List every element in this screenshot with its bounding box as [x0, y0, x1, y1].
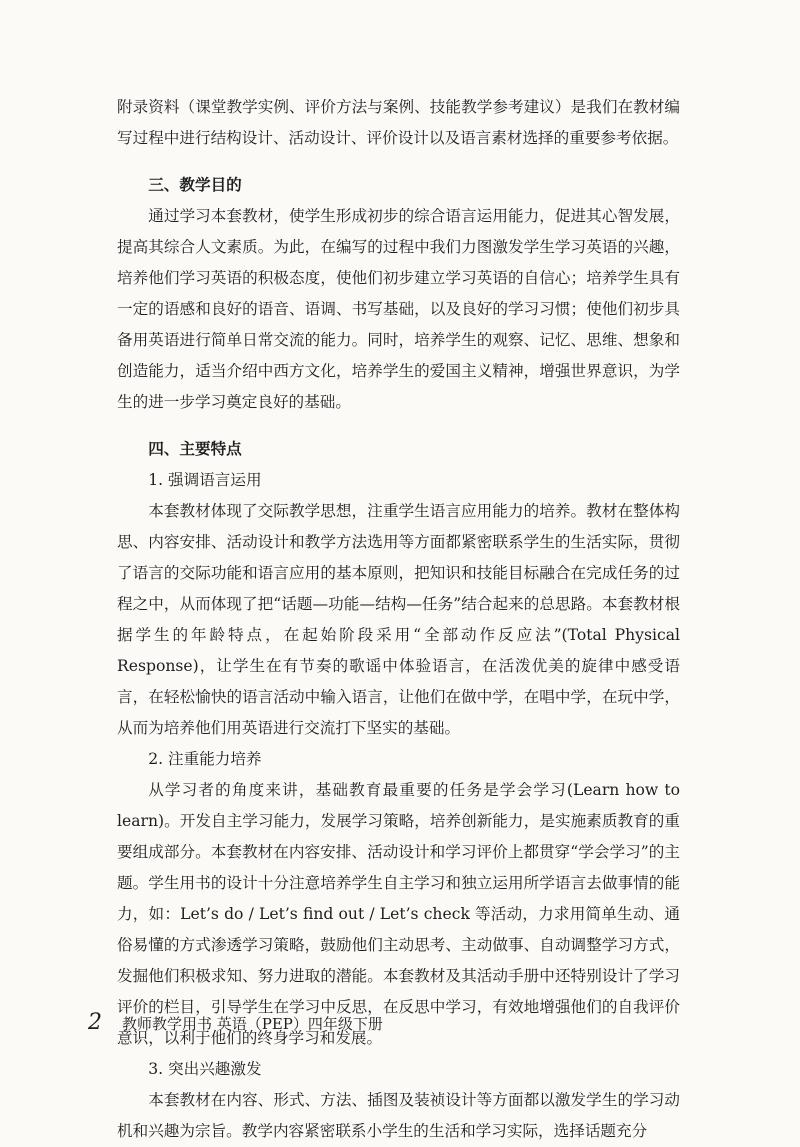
feature-paragraph-3: 本套教材在内容、形式、方法、插图及装祯设计等方面都以激发学生的学习动机和兴趣为宗旨。教学内容紧密联系小学生的生活和学习实际，选择话题充分 [117, 1091, 680, 1140]
feature-paragraph-2: 从学习者的角度来讲，基础教育最重要的任务是学会学习(Learn how to learn)。开发自主学习能力，发展学习策略，培养创新能力，是实施素质教育的重要组成部分。本套教材在内容安排、活动设计和学习评价上都贯穿“学会学习”的主题。学生用书的设计十分注意培养学生自主学习和独立运用所学语言去做事情的能力，如：Let’s do / Let’s find out / Let’s check 等活动，力求用简单生动、通俗易懂的方式渗透学习策略，鼓励他们主动思考、主动做事、自动调整学习方式，发掘他们积极求知、努力进取的潜能。本套教材及其活动手册中还特别设计了学习评价的栏目，引导学生在学习中反思，在反思中学习，有效地增强他们的自我评价意识，以利于他们的终身学习和发展。 [117, 781, 680, 1047]
teaching-goals-paragraph: 通过学习本套教材，使学生形成初步的综合语言运用能力，促进其心智发展，提高其综合人文素质。为此，在编写的过程中我们力图激发学生学习英语的兴趣，培养他们学习英语的积极态度，使他们初步建立学习英语的自信心；培养学生具有一定的语感和良好的语音、语调、书写基础，以及良好的学习习惯；使他们初步具备用英语进行简单日常交流的能力。同时，培养学生的观察、记忆、思维、想象和创造能力，适当介绍中西方文化，培养学生的爱国主义精神，增强世界意识，为学生的进一步学习奠定良好的基础。 [117, 207, 680, 411]
page-body [117, 92, 680, 1147]
feature-title-1: 1. 强调语言运用 [148, 471, 262, 489]
page-number: 2 [88, 1010, 102, 1035]
intro-paragraph: 附录资料（课堂教学实例、评价方法与案例、技能教学参考建议）是我们在教材编写过程中进行结构设计、活动设计、评价设计以及语言素材选择的重要参考依据。 [117, 98, 680, 147]
feature-title-3: 3. 突出兴趣激发 [148, 1060, 262, 1078]
feature-title-2: 2. 注重能力培养 [148, 750, 262, 768]
section-heading-teaching-goals: 三、教学目的 [148, 176, 242, 194]
feature-paragraph-1: 本套教材体现了交际教学思想，注重学生语言应用能力的培养。教材在整体构思、内容安排、活动设计和教学方法选用等方面都紧密联系学生的生活实际，贯彻了语言的交际功能和语言应用的基本原则，把知识和技能目标融合在完成任务的过程之中，从而体现了把“话题—功能—结构—任务”结合起来的总思路。本套教材根据学生的年龄特点，在起始阶段采用“全部动作反应法”(Total Physical Response)，让学生在有节奏的歌谣中体验语言，在活泼优美的旋律中感受语言，在轻松愉快的语言活动中输入语言，让他们在做中学，在唱中学，在玩中学，从而为培养他们用英语进行交流打下坚实的基础。 [117, 502, 680, 737]
section-heading-main-features: 四、主要特点 [148, 440, 242, 458]
book-title: 教师教学用书 英语（PEP）四年级下册 [122, 1015, 383, 1033]
page-footer [88, 1010, 383, 1035]
